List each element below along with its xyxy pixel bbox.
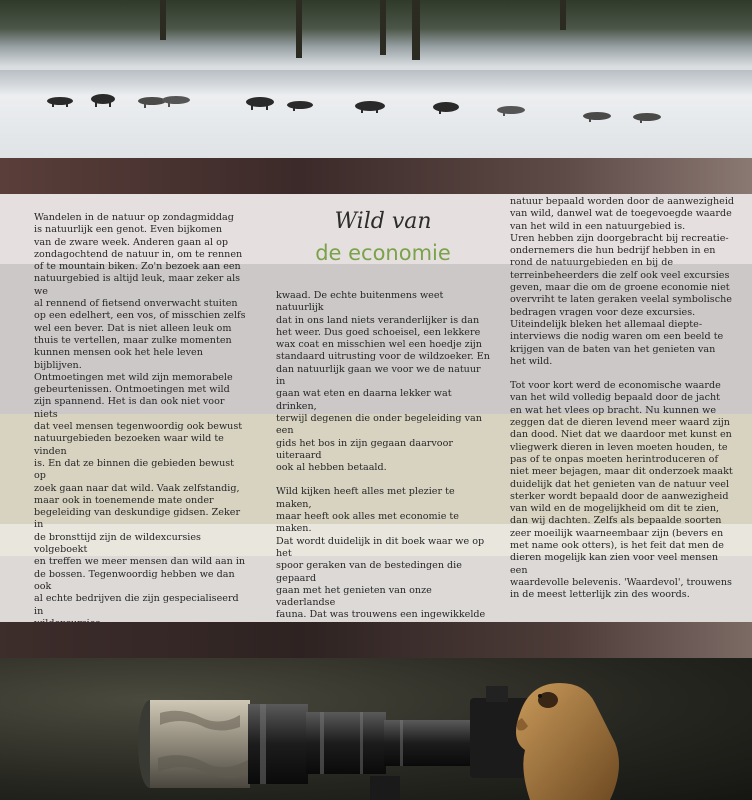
wolf-8 bbox=[433, 102, 459, 114]
paragraph: Tot voor kort werd de economische waarde van het wild volledig bepaald door de jacht en wat het vlees op bracht. Nu kunnen we zeggen dat de dieren levend meer waard zijn dan dood. Niet dat we daardoor met kunst en vliegwerk dieren in leven moeten houden, te pas of te onpas moeten herintroduceren of niet meer bejagen, maar dit onderzoek maakt duidelijk dat het genieten van de natuur veel sterker wordt bepaald door de aanwezigheid van wild en de mogelijkheid om dit te zien, dan wij dachten. Zelfs als bepaalde soorten zeer moeilijk waarneembaar zijn (bevers en met name ook otters), is het feit dat men de dieren mogelijk kan zien voor veel mensen een waardevolle belevenis. 'Waardevol', trouwens in de meest letterlijk zin des woords. bbox=[510, 380, 733, 601]
headline-line-1: Wild van bbox=[334, 209, 432, 234]
paragraph: kwaad. De echte buitenmens weet natuurlijk dat in ons land niets veranderlijker is dan het weer. Dus goed schoeisel, een lekkere wax coat en misschien wel een hoedje zijn standaard uitrusting voor de wildzoeker. En dan natuurlijk gaan we voor we de natuur in gaan wat eten en daarna lekker wat drinken, terwijl degenen die onder begeleiding van een gids het bos in zijn gegaan daarvoor uiteraard ook al hebben betaald. bbox=[276, 290, 490, 474]
wolf-10 bbox=[583, 112, 611, 122]
wolf-6 bbox=[287, 101, 313, 111]
marmot bbox=[516, 683, 619, 800]
article bbox=[0, 194, 752, 622]
paragraph: Wandelen in de natuur op zondagmiddag is natuurlijk een genot. Even bijkomen van de zware week. Anderen gaan al op zondagochtend de natuur in, om te rennen of te mountain biken. Zo'n bezoek aan een natuurgebied is altijd leuk, maar zeker als we al rennend of fietsend onverwacht stuiten op een edelhert, een vos, of misschien zelfs wel een bever. Dat is niet alleen leuk om thuis te vertellen, maar zulke momenten kunnen mensen ook het hele leven bijblijven. Ontmoetingen met wild zijn memorabele gebeurtenissen. Ontmoetingen met wild zijn spannend. Het is dan ook niet voor niets dat veel mensen tegenwoordig ook bewust natuurgebieden bezoeken waar wild te vinden is. En dat ze binnen die gebieden bewust op zoek gaan naar dat wild. Vaak zelfstandig, maar ook in toenemende mate onder begeleiding van deskundige gidsen. Zeker in de bronsttijd zijn de wildexcursies volgeboekt en treffen we meer mensen dan wild aan in de bossen. Tegenwoordig hebben we dan ook al echte bedrijven die zijn gespecialiseerd in bbox=[34, 212, 246, 617]
camera-lens-graphic bbox=[0, 658, 752, 800]
decorative-band-top bbox=[0, 158, 752, 194]
article-column-3 bbox=[510, 196, 735, 614]
wolf-5 bbox=[246, 97, 274, 110]
lens-hood bbox=[138, 700, 250, 788]
wolf-2 bbox=[91, 94, 115, 107]
paragraph: natuur bepaald worden door de aanwezigheid van wild, danwel wat de toegevoegde waarde van het wild in een natuurgebied is. Uren hebben zijn doorgebracht bij recreatie- ondernemers die hun bedrijf hebben in en rond de natuurgebieden en bij de terreinbeheerders die zelf ook veel excursies geven, maar die om de groene economie niet overvriht te laten geraken veelal symbolische bedragen vragen voor deze excursies. Uiteindelijk bleken het allemaal diepte- interviews die nodig waren om een beeld te krijgen van de baten van het genieten van het wild. bbox=[510, 196, 735, 367]
wolves-in-snow-photo bbox=[0, 0, 752, 158]
wolf-9 bbox=[497, 106, 525, 116]
decorative-band-bottom bbox=[0, 622, 752, 658]
lens-barrel bbox=[248, 704, 474, 784]
wolf-7 bbox=[355, 101, 385, 113]
wolf-1 bbox=[47, 97, 73, 107]
paragraph: Wild kijken heeft alles met plezier te maken, maar heeft ook alles met economie te maken. Dat wordt duidelijk in dit boek waar we op het spoor geraken van de bestedingen die gepaard gaan met het genieten van onze vaderlandse fauna. Dat was trouwens een ingewikkelde bbox=[276, 486, 486, 621]
wolf-4 bbox=[162, 96, 190, 107]
marmot-with-camera-photo bbox=[0, 658, 752, 800]
article-headline bbox=[276, 208, 490, 268]
wolf-11 bbox=[633, 113, 661, 123]
headline-line-2: de economie bbox=[315, 241, 451, 265]
wolf-3 bbox=[138, 97, 166, 108]
wolf-pack-graphic bbox=[0, 0, 752, 158]
